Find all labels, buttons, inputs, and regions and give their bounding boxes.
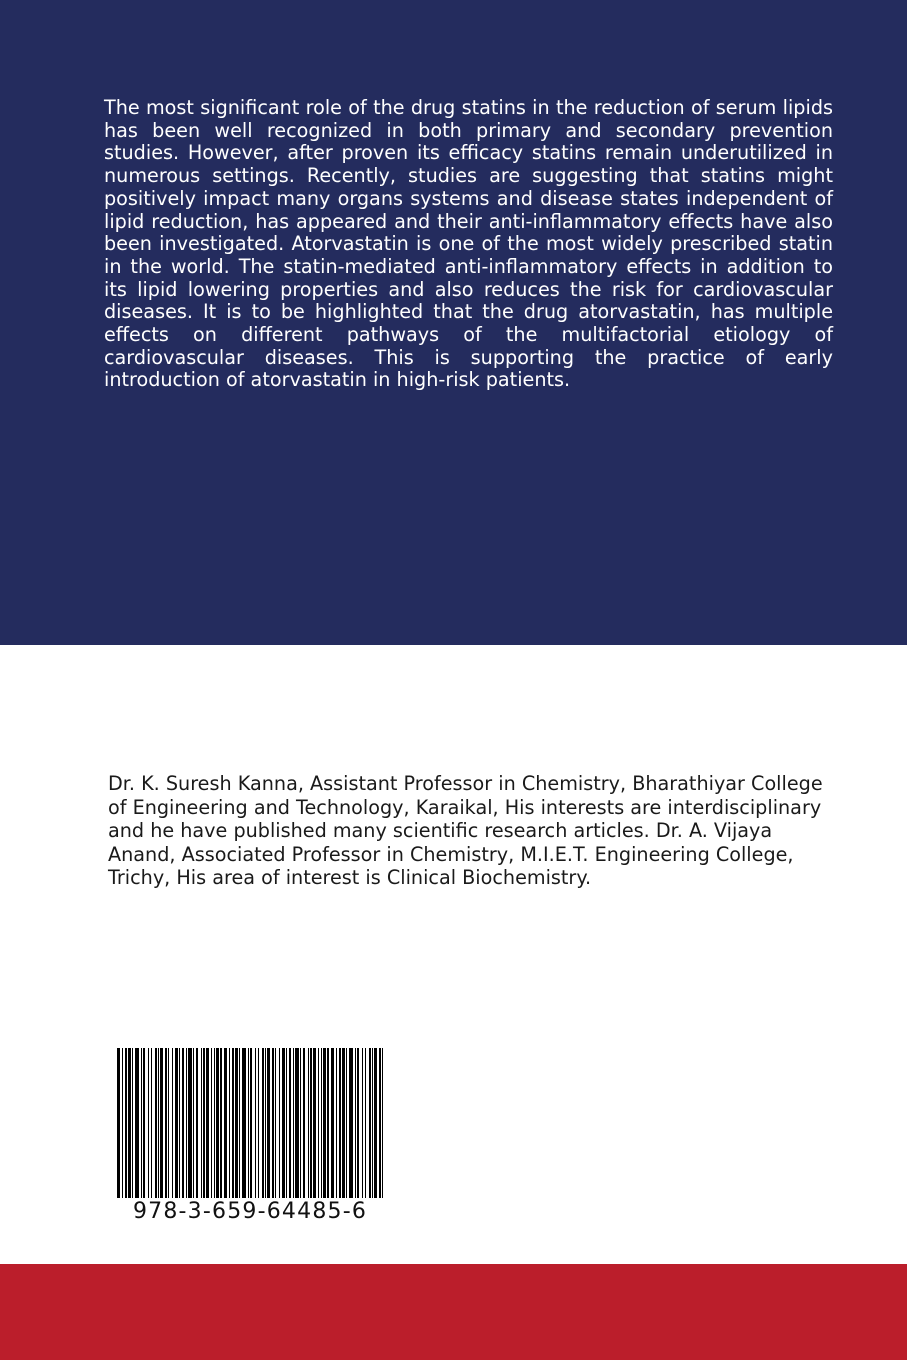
cover-bottom-band bbox=[0, 1264, 907, 1360]
isbn-barcode bbox=[117, 1048, 383, 1198]
author-bio: Dr. K. Suresh Kanna, Assistant Professor in Chemistry, Bharathiyar College of Engineering and Technology, Karaikal, His interests are interdisciplinary and he have published many scientific research articles. Dr. A. Vijaya Anand, Associated Professor in Chemistry, M.I.E.T. Engineering College, Trichy, His area of interest is Clinical Biochemistry. bbox=[108, 772, 823, 890]
cover-top-panel bbox=[0, 0, 907, 645]
barcode-graphic bbox=[117, 1048, 383, 1198]
isbn-number: 978-3-659-64485-6 bbox=[132, 1199, 368, 1224]
book-blurb: The most significant role of the drug statins in the reduction of serum lipids has been well recognized in both primary and secondary prevention studies. However, after proven its efficacy statins remain underutilized in numerous settings. Recently, studies are suggesting that statins might positively impact many organs systems and disease states independent of lipid reduction, has appeared and their anti-inflammatory effects have also been investigated. Atorvastatin is one of the most widely prescribed statin in the world. The statin-mediated anti-inflammatory effects in addition to its lipid lowering properties and also reduces the risk for cardiovascular diseases. It is to be highlighted that the drug atorvastatin, has multiple effects on different pathways of the multifactorial etiology of cardiovascular diseases. This is supporting the practice of early introduction of atorvastatin in high-risk patients. bbox=[104, 96, 833, 392]
